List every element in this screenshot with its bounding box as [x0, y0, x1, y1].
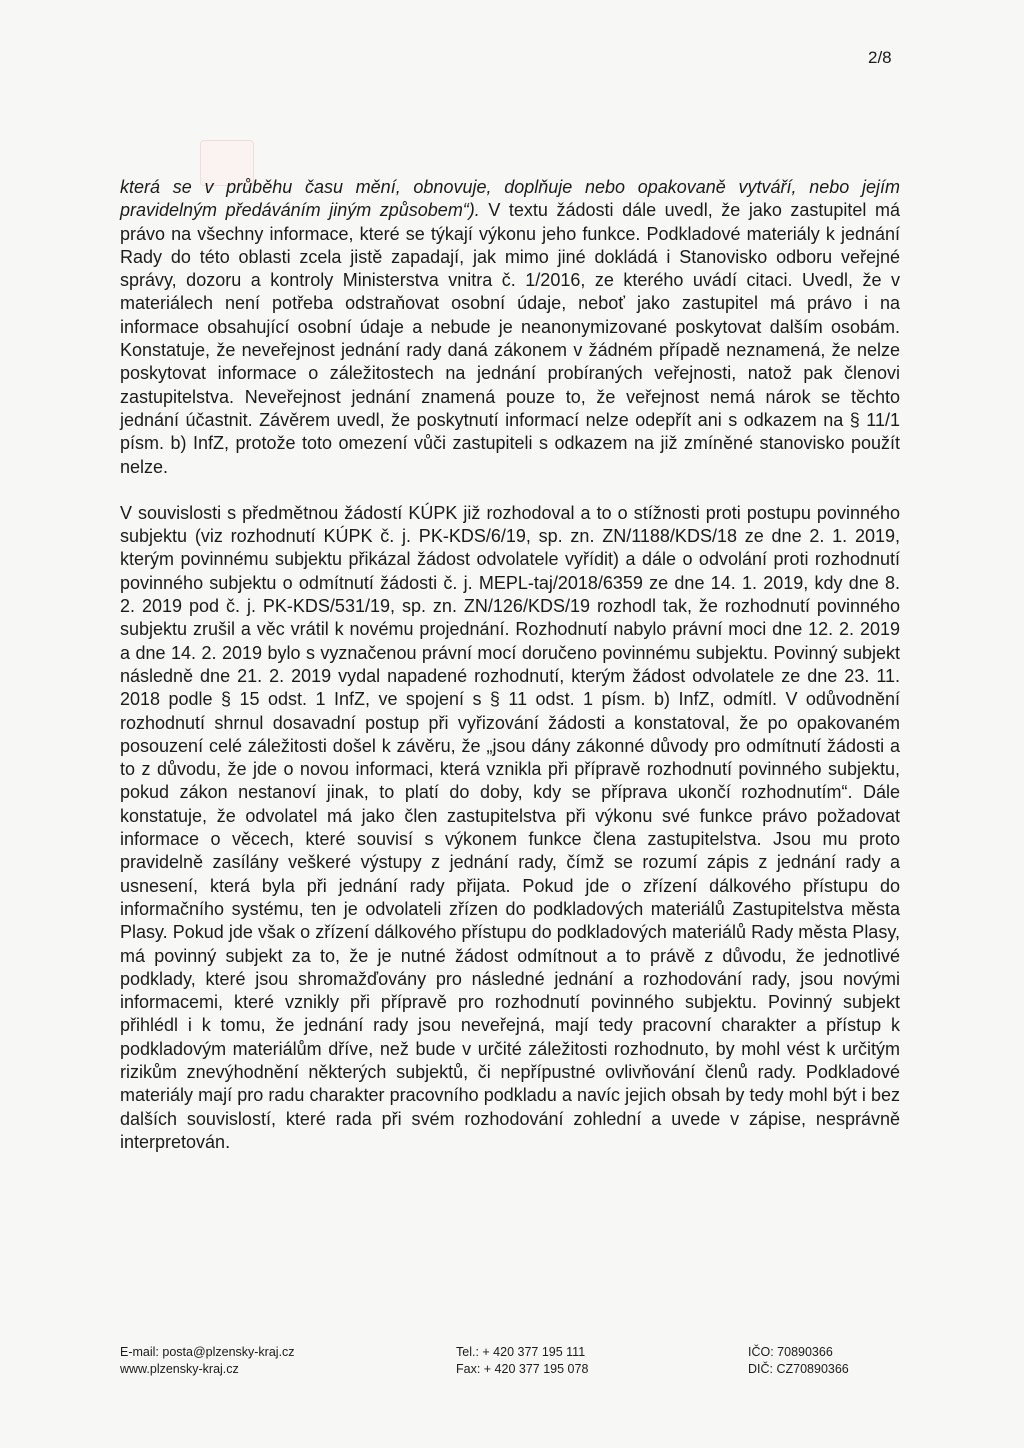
paragraph-1 [120, 176, 900, 479]
footer-fax: Fax: + 420 377 195 078 [456, 1362, 589, 1376]
paragraph-text: V textu žádosti dále uvedl, že jako zastupitel má právo na všechny informace, které se týkají výkonu jeho funkce. Podkladové materiály k jednání Rady do této oblasti zcela jistě zapadají, jak mimo jiné dokládá i Stanovisko odboru veřejné správy, dozoru a kontroly Ministerstva vnitra č. 1/2016, ze kterého uvádí citaci. Uvedl, že v materiálech není potřeba odstraňovat osobní údaje, neboť jako zastupitel má právo i na informace obsahující osobní údaje a nebude je neanonymizované poskytovat dalším osobám. Konstatuje, že neveřejnost jednání rady daná zákonem v žádném případě neznamená, že nelze poskytovat informace o záležitostech na jednání probíraných veřejnosti, natož pak členovi zastupitelstva. Neveřejnost jednání znamená pouze to, že veřejnost nemá nárok se těchto jednání účastnit. Závěrem uvedl, že poskytnutí informací nelze odepřít ani s odkazem na § 11/1 písm. b) InfZ, protože toto omezení vůči zastupiteli s odkazem na již zmíněné stanovisko použít nelze. [120, 200, 900, 477]
document-body [120, 176, 900, 1154]
paragraph-2 [120, 502, 900, 1154]
footer-dic: DIČ: CZ70890366 [748, 1362, 849, 1376]
paragraph-text: V souvislosti s předmětnou žádostí KÚPK již rozhodoval a to o stížnosti proti postupu povinného subjektu (viz rozhodnutí KÚPK č. j. PK-KDS/6/19, sp. zn. ZN/1188/KDS/18 ze dne 2. 1. 2019, kterým povinnému subjektu přikázal žádost odvolatele vyřídit) a dále o odvolání proti rozhodnutí povinného subjektu o odmítnutí žádosti č. j. MEPL-taj/2018/6359 ze dne 14. 1. 2019, kdy dne 8. 2. 2019 pod č. j. PK-KDS/531/19, sp. zn. ZN/126/KDS/19 rozhodl tak, že rozhodnutí povinného subjektu zrušil a věc vrátil k novému projednání. Rozhodnutí nabylo právní moci dne 12. 2. 2019 a dne 14. 2. 2019 bylo s vyznačenou právní mocí doručeno povinnému subjektu. Povinný subjekt následně dne 21. 2. 2019 vydal napadené rozhodnutí, kterým žádost odvolatele ze dne 23. 11. 2018 podle § 15 odst. 1 InfZ, ve spojení s § 11 odst. 1 písm. b) InfZ, odmítl. V odůvodnění rozhodnutí shrnul dosavadní postup při vyřizování žádosti a konstatoval, že po opakovaném posouzení celé záležitosti došel k závěru, že „jsou dány zákonné důvody pro odmítnutí žádosti a to z důvodu, že jde o novou informaci, která vznikla při přípravě rozhodnutí povinného subjektu, pokud zákon nestanoví jinak, to platí do doby, kdy se příprava ukončí rozhodnutím“. Dále konstatuje, že odvolatel má jako člen zastupitelstva při výkonu své funkce právo požadovat informace o věcech, které souvisí s výkonem funkce člena zastupitelstva. Jsou mu proto pravidelně zasílány veškeré výstupy z jednání rady, čímž se rozumí zápis z jednání rady a usnesení, která byla při jednání rady přijata. Pokud jde o zřízení dálkového přístupu do informačního systému, ten je odvolateli zřízen do podkladových materiálů Zastupitelstva města Plasy. Pokud jde však o zřízení dálkového přístupu do podkladových materiálů Rady města Plasy, má povinný subjekt za to, že je nutné žádost odmítnout a to právě z důvodu, že jednotlivé podklady, které jsou shromažďovány pro následné jednání a rozhodování rady, jsou novými informacemi, které vznikly při přípravě pro rozhodnutí povinného subjektu. Povinný subjekt přihlédl i k tomu, že jednání rady jsou neveřejná, mají tedy pracovní charakter a přístup k podkladovým materiálům dříve, než bude v určité záležitosti rozhodnuto, by mohl vést k určitým rizikům znevýhodnění některých subjektů, či nepřípustné ovlivňování členů rady. Podkladové materiály mají pro radu charakter pracovního podkladu a navíc jejich obsah by tedy mohl být i bez dalších souvislostí, které rada při svém rozhodování zohlední a uvede v zápise, nesprávně interpretován. [120, 502, 900, 1152]
footer-phone [456, 1344, 588, 1378]
footer-tel: Tel.: + 420 377 195 111 [456, 1345, 586, 1359]
footer-contact [120, 1344, 295, 1378]
page-number: 2/8 [868, 48, 892, 67]
footer-ico: IČO: 70890366 [748, 1345, 833, 1359]
footer-web: www.plzensky-kraj.cz [120, 1362, 239, 1376]
footer-ids [748, 1344, 849, 1378]
quoted-italic-text: která se v průběhu času mění, obnovuje, doplňuje nebo opakovaně vytváří, nebo jejím pravidelným předáváním jiným způsobem“). [120, 177, 900, 221]
footer-email: E-mail: posta@plzensky-kraj.cz [120, 1345, 295, 1359]
